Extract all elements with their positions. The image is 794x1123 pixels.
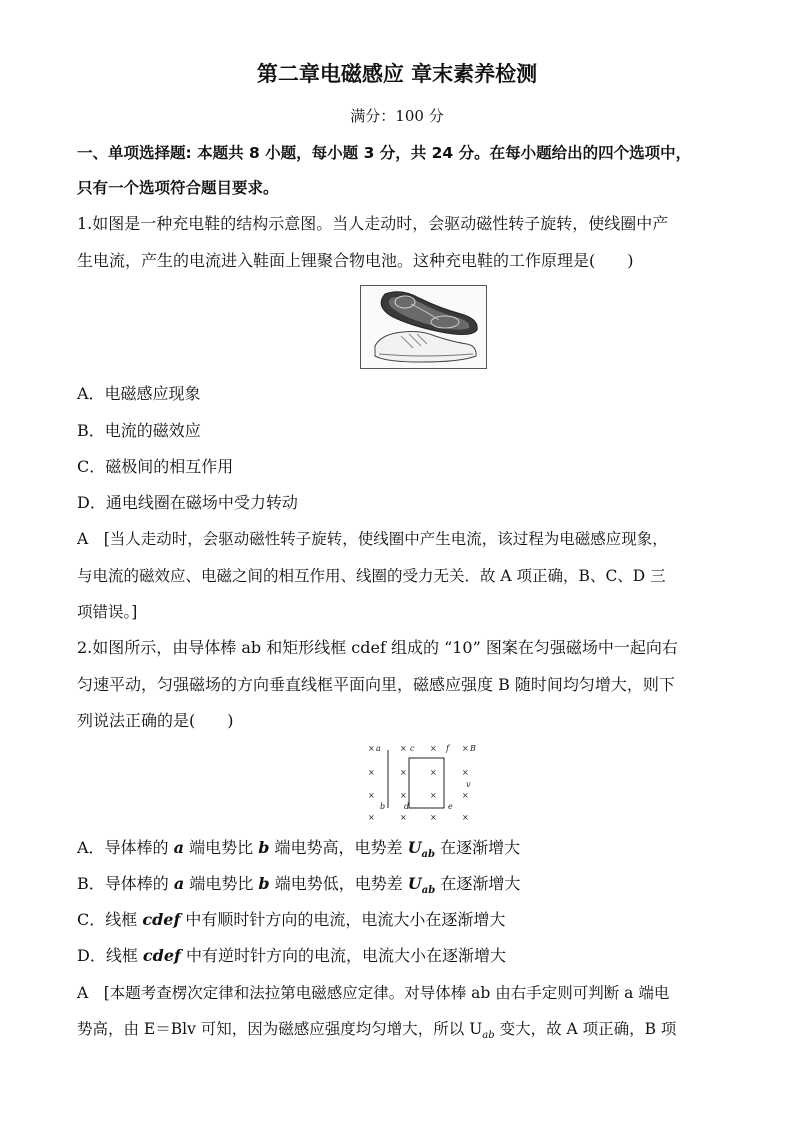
q1-option-a: A．电磁感应现象 (77, 384, 201, 403)
charging-shoe-image (360, 285, 487, 369)
q1-answer-line2: 与电流的磁效应、电磁之间的相互作用、线圈的受力无关．故 A 项正确，B、C、D 三 (77, 567, 666, 585)
section-heading-line1: 一、单项选择题: 本题共 8 小题，每小题 3 分，共 24 分。在每小题给出的四个选项中， (77, 144, 692, 162)
q2-option-d: D．线框 cdef 中有逆时针方向的电流，电流大小在逐渐增大 (77, 946, 507, 965)
q1-stem-line1: 1.如图是一种充电鞋的结构示意图。当人走动时，会驱动磁性转子旋转，使线圈中产 (77, 214, 669, 233)
q2-stem-line3: 列说法正确的是( ) (77, 711, 234, 730)
q2-answer-line2: 势高，由 E＝Blv 可知，因为磁感应强度均匀增大，所以 $U_{ab}$ 变大，故 A 项正确，B 项 (77, 1020, 677, 1042)
q2-option-a: A．导体棒的 a 端电势比 b 端电势高，电势差 $U_{ab}$ 在逐渐增大 (77, 838, 521, 861)
q2-option-b: B．导体棒的 a 端电势比 b 端电势低，电势差 $U_{ab}$ 在逐渐增大 (77, 874, 521, 897)
page-title: 第二章电磁感应 章末素养检测 (256, 62, 538, 86)
q1-answer-line1: A [当人走动时，会驱动磁性转子旋转，使线圈中产生电流，该过程为电磁感应现象， (77, 530, 668, 548)
magnetic-field-diagram: × a × c × f × B × × × × v × × × × b d e × × × × (368, 744, 476, 822)
q2-option-c: C．线框 cdef 中有顺时针方向的电流，电流大小在逐渐增大 (77, 910, 506, 929)
q1-option-c: C．磁极间的相互作用 (77, 457, 234, 476)
q1-answer-line3: 项错误。] (77, 603, 138, 621)
q2-stem-line1: 2.如图所示，由导体棒 ab 和矩形线框 cdef 组成的 “10” 图案在匀强磁场中一起向右 (77, 638, 678, 657)
q2-stem-line2: 匀速平动，匀强磁场的方向垂直线框平面向里，磁感应强度 B 随时间均匀增大，则下 (77, 675, 675, 694)
q1-option-d: D．通电线圈在磁场中受力转动 (77, 493, 298, 512)
q2-answer-line1: A [本题考查楞次定律和法拉第电磁感应定律。对导体棒 ab 由右手定则可判断 a 端电 (77, 984, 670, 1002)
q1-stem-line2: 生电流，产生的电流进入鞋面上锂聚合物电池。这种充电鞋的工作原理是( ) (77, 251, 634, 270)
section-heading-line2: 只有一个选项符合题目要求。 (77, 179, 279, 197)
q1-option-b: B．电流的磁效应 (77, 421, 201, 440)
full-score: 满分：100 分 (350, 107, 444, 125)
